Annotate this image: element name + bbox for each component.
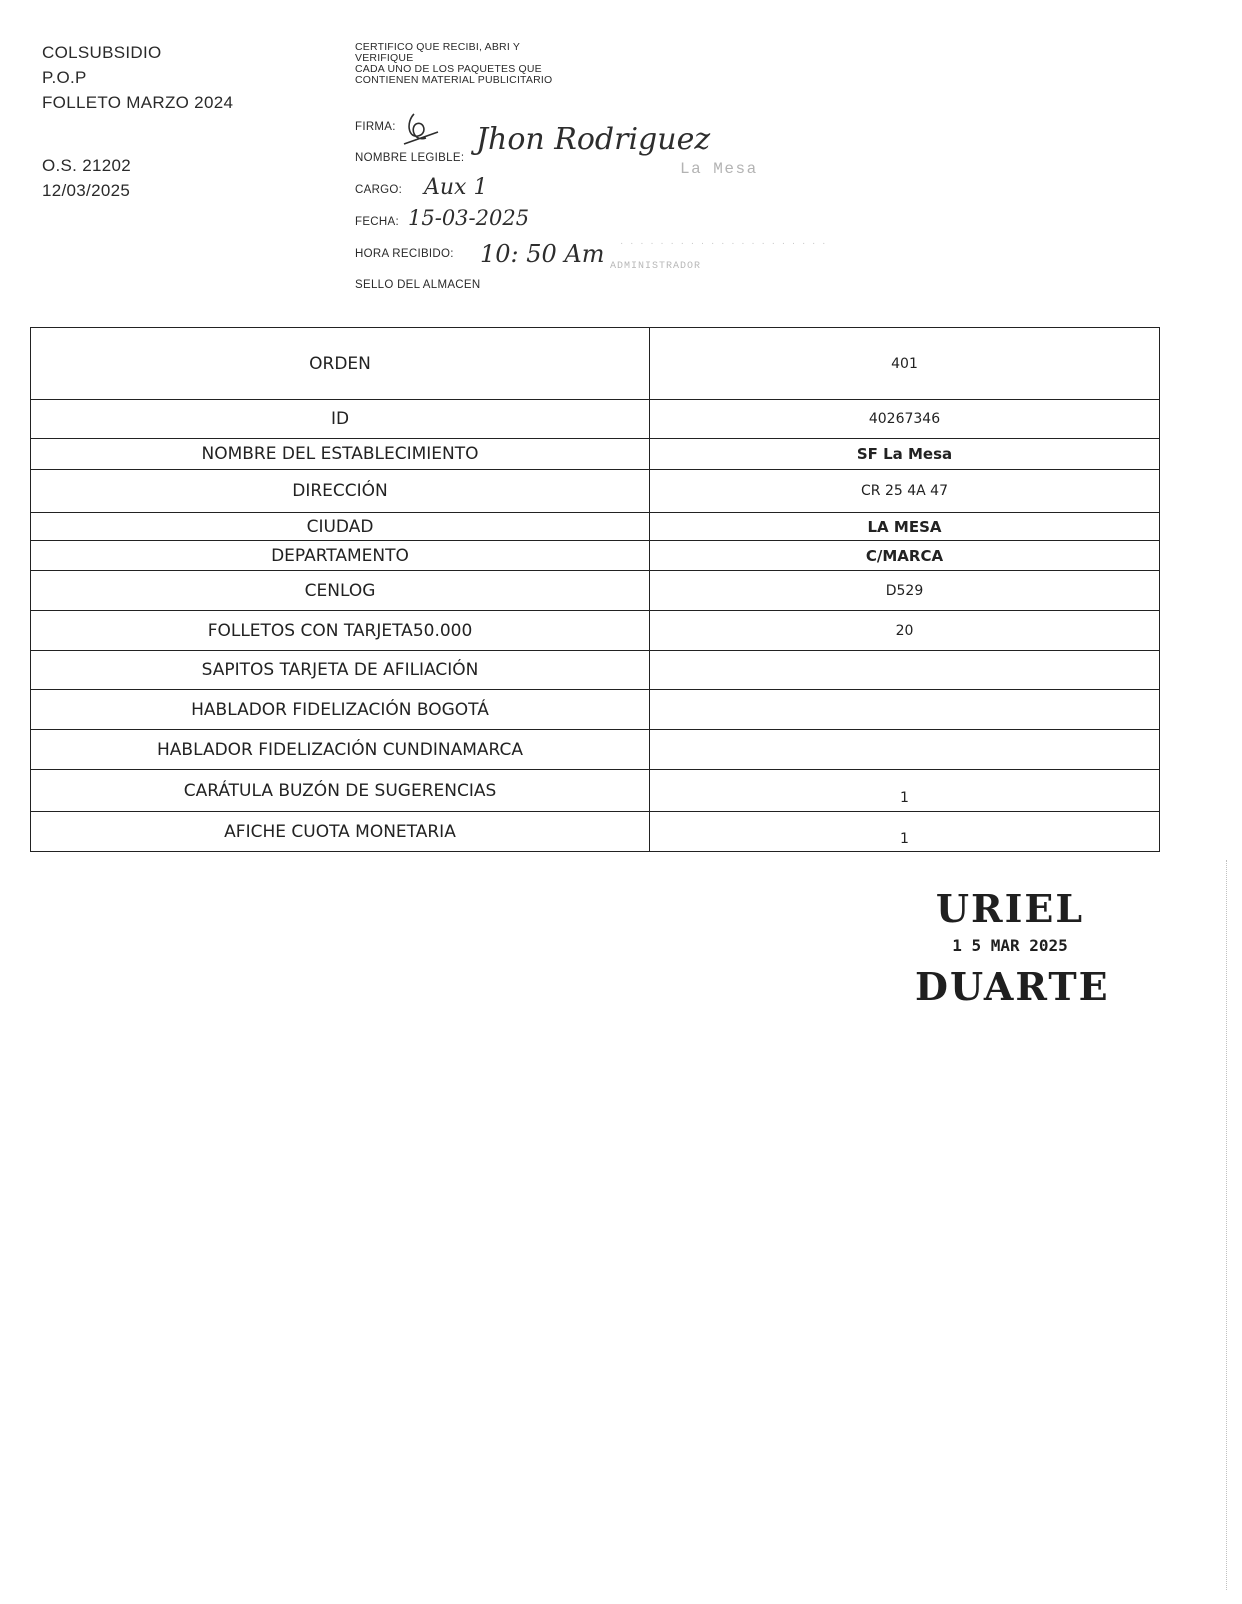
order-service-number: O.S. 21202 [42, 156, 132, 175]
row-label: CENLOG [31, 571, 650, 611]
table-row [31, 328, 1160, 400]
row-value: LA MESA [650, 513, 1160, 541]
table-row [31, 690, 1160, 730]
row-value: CR 25 4A 47 [650, 470, 1160, 513]
fecha-label: FECHA: [355, 216, 399, 228]
row-label: SAPITOS TARJETA DE AFILIACIÓN [31, 651, 650, 690]
row-label: FOLLETOS CON TARJETA50.000 [31, 611, 650, 651]
row-label: HABLADOR FIDELIZACIÓN CUNDINAMARCA [31, 730, 650, 770]
stamp-name-first: URIEL [935, 886, 1085, 931]
row-label: ORDEN [31, 328, 650, 400]
table-row [31, 439, 1160, 470]
table-row [31, 611, 1160, 651]
nombre-value: Jhon Rodriguez [476, 122, 711, 157]
company-name: COLSUBSIDIO [42, 43, 162, 62]
pop-label: P.O.P [42, 68, 87, 87]
cert-line-3: CADA UNO DE LOS PAQUETES QUE [355, 63, 542, 75]
cert-line-1: CERTIFICO QUE RECIBI, ABRI Y [355, 41, 521, 53]
faint-dotted-line: · · · · · · · · · · · · · · · · · · · · · [620, 238, 828, 249]
table-row [31, 541, 1160, 571]
cargo-label: CARGO: [355, 184, 403, 196]
cert-line-4: CONTIENEN MATERIAL PUBLICITARIO [355, 74, 553, 86]
row-label: ID [31, 400, 650, 439]
table-row [31, 513, 1160, 541]
row-label: NOMBRE DEL ESTABLECIMIENTO [31, 439, 650, 470]
row-label: CIUDAD [31, 513, 650, 541]
row-label: CARÁTULA BUZÓN DE SUGERENCIAS [31, 770, 650, 812]
header-date: 12/03/2025 [42, 181, 131, 200]
row-value [650, 651, 1160, 690]
row-label: DIRECCIÓN [31, 470, 650, 513]
certificate-text [355, 42, 552, 86]
hora-value: 10: 50 Am [480, 240, 605, 268]
fecha-value: 15-03-2025 [408, 206, 530, 230]
row-value [650, 730, 1160, 770]
table-row [31, 571, 1160, 611]
folleto-label: FOLLETO MARZO 2024 [42, 93, 234, 112]
row-value: 401 [650, 328, 1160, 400]
row-label: HABLADOR FIDELIZACIÓN BOGOTÁ [31, 690, 650, 730]
table-row [31, 770, 1160, 812]
firma-label: FIRMA: [355, 121, 396, 133]
row-label: DEPARTAMENTO [31, 541, 650, 571]
nombre-label: NOMBRE LEGIBLE: [355, 152, 465, 164]
stamp-date: 1 5 MAR 2025 [952, 936, 1068, 955]
row-value: 20 [650, 611, 1160, 651]
table-row [31, 812, 1160, 852]
cert-line-2: VERIFIQUE [355, 52, 414, 64]
row-value: 40267346 [650, 400, 1160, 439]
row-value: 1 [650, 770, 1160, 812]
hora-label: HORA RECIBIDO: [355, 248, 454, 260]
row-value: D529 [650, 571, 1160, 611]
cargo-value: Aux 1 [424, 175, 488, 200]
row-value: SF La Mesa [650, 439, 1160, 470]
row-label: AFICHE CUOTA MONETARIA [31, 812, 650, 852]
table-row [31, 651, 1160, 690]
table-row [31, 400, 1160, 439]
sello-label: SELLO DEL ALMACEN [355, 279, 481, 291]
table-row [31, 470, 1160, 513]
row-value [650, 690, 1160, 730]
store-faint-text: La Mesa [680, 160, 758, 178]
row-value: 1 [650, 812, 1160, 852]
signature-scribble [400, 108, 446, 150]
scan-edge-line [1226, 860, 1228, 1590]
stamp-name-last: DUARTE [915, 964, 1110, 1009]
table-row [31, 730, 1160, 770]
row-value: C/MARCA [650, 541, 1160, 571]
admin-faint-text: ADMINISTRADOR [610, 261, 702, 272]
order-table [30, 327, 1160, 852]
header-block [42, 40, 233, 203]
